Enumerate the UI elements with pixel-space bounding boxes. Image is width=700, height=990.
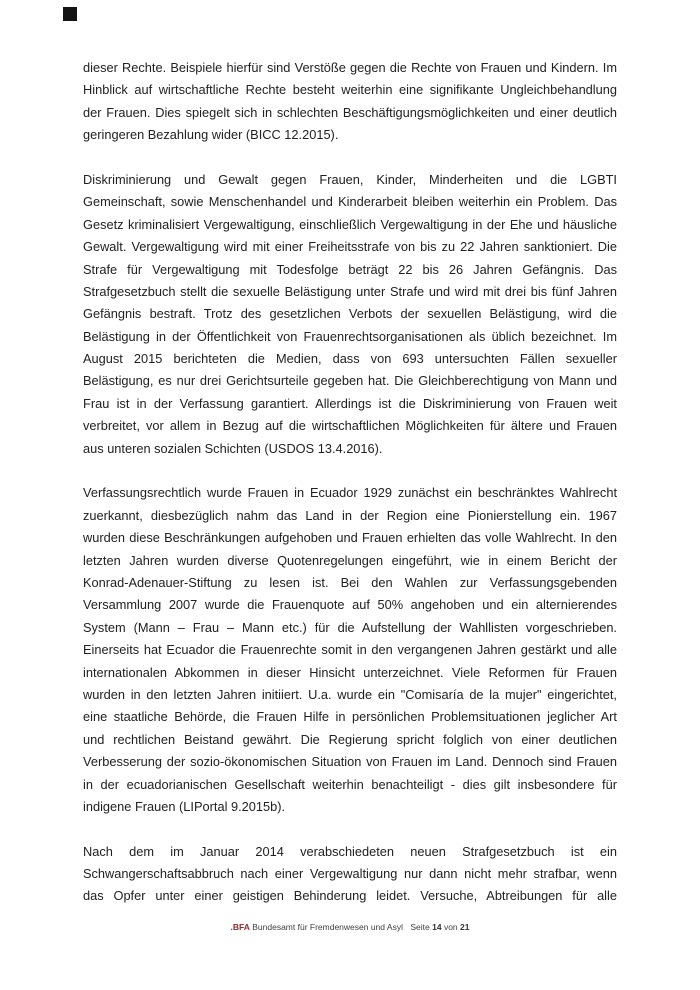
text-line: das Opfer unter einer geistigen Behinderung leidet. Versuche, Abtreibungen für alle	[83, 888, 617, 904]
page-footer	[0, 921, 700, 933]
text-line: Schwangerschaftsabbruch nach einer Vergewaltigung nur dann nicht mehr strafbar, wenn	[83, 866, 617, 882]
text-line: indigene Frauen (LIPortal 9.2015b).	[83, 798, 286, 814]
footer-page-total: 21	[460, 922, 470, 932]
paragraph	[83, 57, 617, 147]
text-line: Versammlung 2007 wurde die Frauenquote auf 50% angehoben und ein alternierendes	[83, 597, 617, 613]
footer-organization: Bundesamt für Fremdenwesen und Asyl	[252, 922, 403, 932]
paragraph	[83, 169, 617, 460]
text-line: Frau ist in der Verfassung garantiert. Allerdings ist die Diskriminierung von Frauen weit	[83, 395, 617, 411]
text-line: System (Mann – Frau – Mann etc.) für die Aufstellung der Wahllisten vorgeschrieben.	[83, 619, 617, 635]
text-line: internationalen Abkommen in dieser Hinsicht unterzeichnet. Viele Reformen für Frauen	[83, 664, 617, 680]
text-line: August 2015 berichteten die Medien, dass von 693 untersuchten Fällen sexueller	[83, 351, 617, 367]
text-line: Strafgesetzbuch stellt die sexuelle Belästigung unter Strafe und wird mit drei bis fünf Jahren	[83, 283, 617, 299]
text-line: aus unteren sozialen Schichten (USDOS 13.4.2016).	[83, 440, 383, 456]
text-line: Hinblick auf wirtschaftliche Rechte besteht weiterhin eine signifikante Ungleichbehandlung	[83, 82, 617, 98]
footer-page-label: Seite	[410, 922, 430, 932]
paragraph	[83, 841, 617, 908]
paragraph	[83, 482, 617, 818]
text-line: verbreitet, vor allem in Bezug auf die wirtschaftlichen Möglichkeiten für ältere und Frauen	[83, 418, 617, 434]
text-line: Belästigung, es nur drei Gerichtsurteile gegeben hat. Die Gleichberechtigung von Mann und	[83, 373, 617, 389]
text-line: dieser Rechte. Beispiele hierfür sind Verstöße gegen die Rechte von Frauen und Kindern. Im	[83, 60, 617, 75]
text-line: Gemeinschaft, sowie Menschenhandel und Kinderarbeit bleiben weiterhin ein Problem. Das	[83, 194, 617, 210]
text-line: wurden in den letzten Jahren initiiert. U.a. wurde ein "Comisaría de la mujer" eingerichtet,	[83, 686, 617, 702]
text-line: und rechtlichen Beistand gewährt. Die Regierung spricht folglich von einer deutlichen	[83, 731, 617, 747]
text-line: zuerkannt, diesbezüglich nahm das Land in der Region eine Pionierstellung ein. 1967	[83, 507, 617, 523]
text-line: letzten Jahren wurden diverse Quotenregelungen eingeführt, wie in einem Bericht der	[83, 552, 617, 568]
document-text	[83, 57, 617, 930]
footer-of-label: von	[443, 922, 458, 932]
footer-page-number: 14	[432, 922, 442, 932]
text-line: wurden diese Beschränkungen aufgehoben und Frauen erhielten das volle Wahlrecht. In den	[83, 530, 617, 546]
text-line: Gefängnis bestraft. Trotz des gesetzlichen Verbots der sexuellen Belästigung, wird die	[83, 306, 617, 322]
text-line: in der ecuadorianischen Gesellschaft weiterhin benachteiligt - dies gilt insbesondere für	[83, 776, 617, 792]
text-line: Strafe für Vergewaltigung mit Todesfolge beträgt 22 bis 26 Jahren Gefängnis. Das	[83, 261, 617, 277]
text-line: Nach dem im Januar 2014 verabschiedeten neuen Strafgesetzbuch ist ein	[83, 843, 617, 859]
text-line: Diskriminierung und Gewalt gegen Frauen, Kinder, Minderheiten und die LGBTI	[83, 171, 617, 187]
bfa-logo: .BFA	[230, 922, 250, 932]
text-line: Verbesserung der sozio-ökonomischen Situation von Frauen im Land. Dennoch sind Frauen	[83, 754, 617, 770]
text-line: der Frauen. Dies spiegelt sich in schlechten Beschäftigungsmöglichkeiten und einer deutlich	[83, 104, 617, 120]
text-line: Konrad-Adenauer-Stiftung zu lesen ist. Bei den Wahlen zur Verfassungsgebenden	[83, 574, 617, 590]
text-line: eine staatliche Behörde, die Frauen Hilfe in persönlichen Problemsituationen jeglicher Art	[83, 709, 617, 725]
text-line: Verfassungsrechtlich wurde Frauen in Ecuador 1929 zunächst ein beschränktes Wahlrecht	[83, 485, 617, 501]
text-line: geringeren Bezahlung wider (BICC 12.2015).	[83, 127, 339, 143]
text-line: Gesetz kriminalisiert Vergewaltigung, einschließlich Vergewaltigung in der Ehe und häusliche	[83, 216, 617, 232]
text-line: Einerseits hat Ecuador die Frauenrechte somit in den vergangenen Jahren gestärkt und alle	[83, 642, 617, 658]
text-line: Gewalt. Vergewaltigung wird mit einer Freiheitsstrafe von bis zu 22 Jahren sanktioniert. Die	[83, 239, 617, 255]
text-line: Belästigung in der Öffentlichkeit von Frauenrechtsorganisationen als üblich bezeichnet. Im	[83, 328, 617, 344]
redaction-mark-square	[63, 7, 77, 21]
